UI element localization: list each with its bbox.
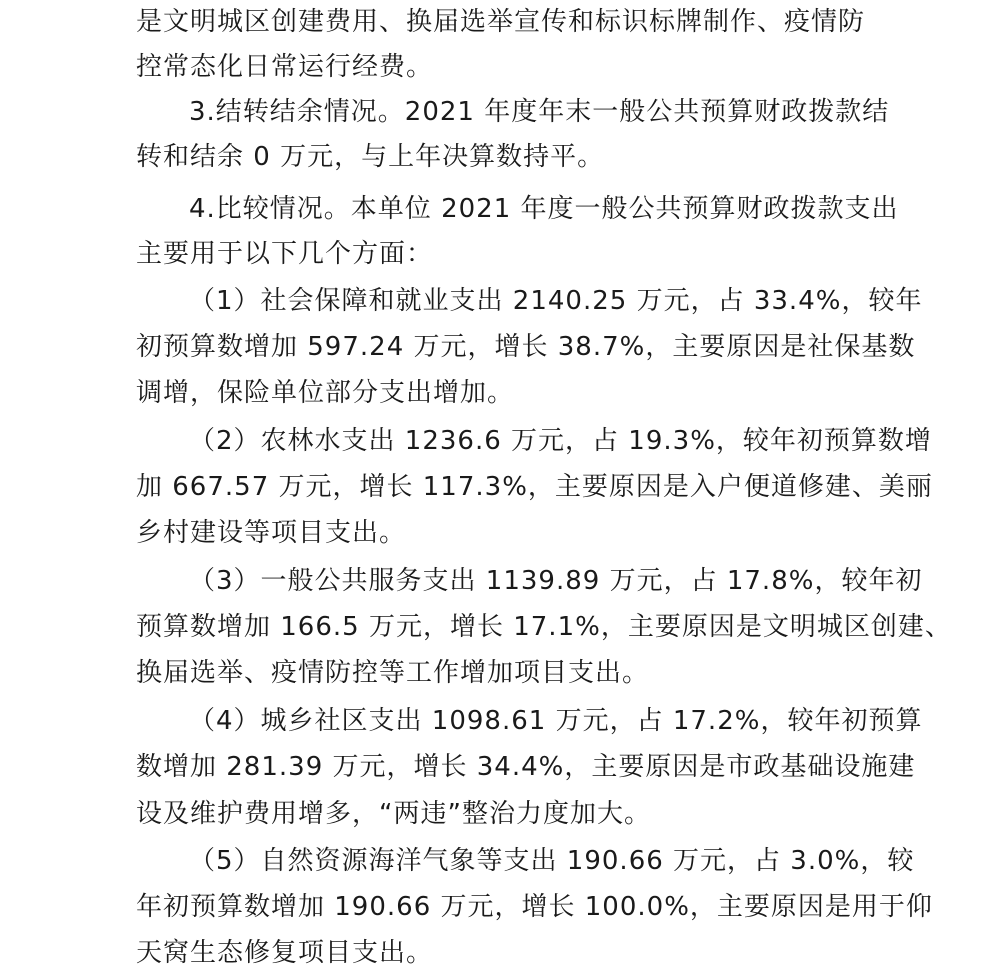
list-item-line: （2）农林水支出 1236.6 万元，占 19.3%，较年初预算数增 [189,426,932,456]
text-line: 是文明城区创建费用、换届选举宣传和标识标牌制作、疫情防 [136,7,866,37]
list-item-line: （4）城乡社区支出 1098.61 万元，占 17.2%，较年初预算 [189,706,923,736]
text-line: 乡村建设等项目支出。 [136,518,407,548]
text-line: 控常态化日常运行经费。 [136,52,434,82]
paragraph-line: 4.比较情况。本单位 2021 年度一般公共预算财政拨款支出 [189,194,899,224]
text-line: 换届选举、疫情防控等工作增加项目支出。 [136,658,650,688]
text-line: 数增加 281.39 万元，增长 34.4%，主要原因是市政基础设施建 [136,752,916,782]
text-line: 主要用于以下几个方面： [136,239,434,269]
text-line: 转和结余 0 万元，与上年决算数持平。 [136,142,605,172]
text-line: 加 667.57 万元，增长 117.3%，主要原因是入户便道修建、美丽 [136,472,933,502]
text-line: 天窝生态修复项目支出。 [136,938,434,968]
list-item-line: （1）社会保障和就业支出 2140.25 万元，占 33.4%，较年 [189,286,923,316]
text-line: 调增，保险单位部分支出增加。 [136,378,515,408]
list-item-line: （3）一般公共服务支出 1139.89 万元，占 17.8%，较年初 [189,566,923,596]
list-item-line: （5）自然资源海洋气象等支出 190.66 万元，占 3.0%，较 [189,846,915,876]
paragraph-line: 3.结转结余情况。2021 年度年末一般公共预算财政拨款结 [189,97,890,127]
text-line: 预算数增加 166.5 万元，增长 17.1%，主要原因是文明城区创建、 [136,612,952,642]
text-line: 设及维护费用增多，“两违”整治力度加大。 [136,799,651,829]
text-line: 初预算数增加 597.24 万元，增长 38.7%，主要原因是社保基数 [136,332,916,362]
text-line: 年初预算数增加 190.66 万元，增长 100.0%，主要原因是用于仰 [136,892,933,922]
